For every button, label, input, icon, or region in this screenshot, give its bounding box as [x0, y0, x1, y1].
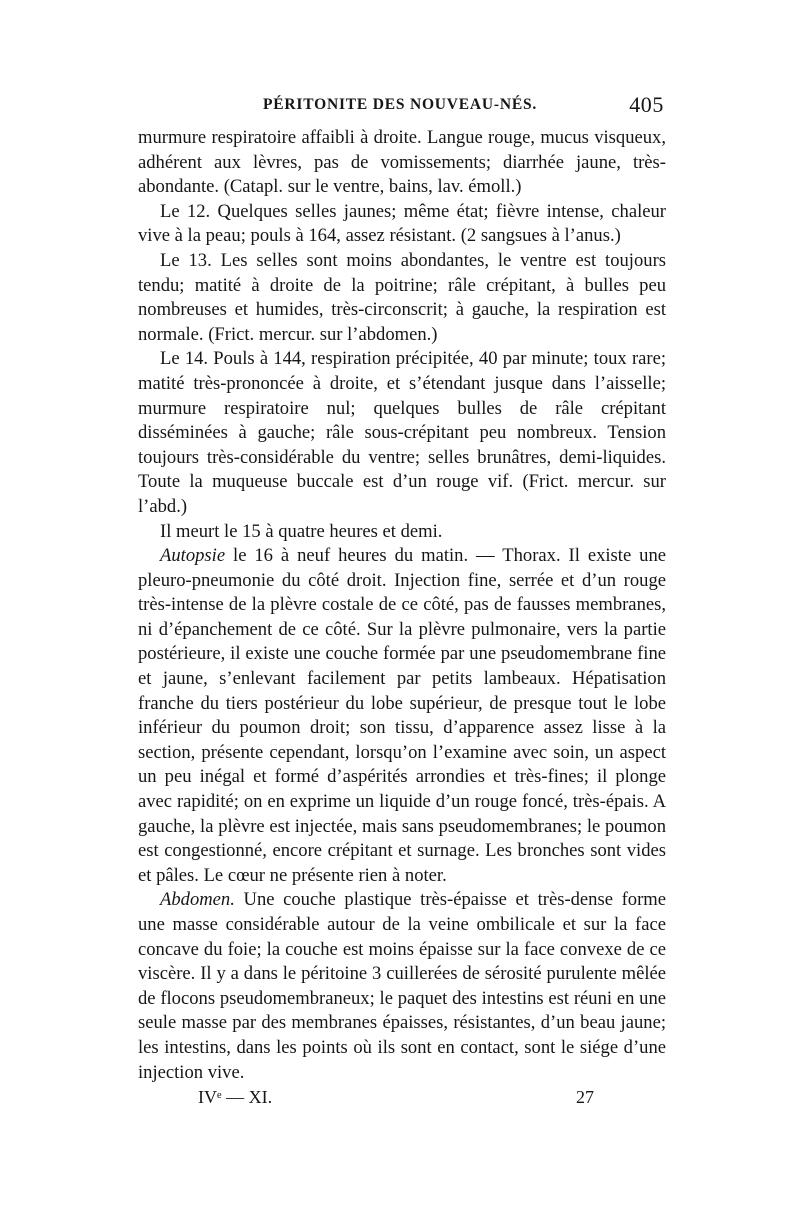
paragraph [138, 520, 666, 545]
book-page [138, 92, 666, 1115]
paragraph-text: Le 12. Quelques selles jaunes; même état; fièvre intense, chaleur vive à la peau; pouls à 164, assez résistant. (2 sangsues à l’anus.) [138, 200, 666, 247]
running-title: PÉRITONITE DES NOUVEAU-NÉS. [263, 96, 538, 113]
paragraph [138, 200, 666, 249]
paragraph [138, 347, 666, 519]
paragraph-text: le 16 à neuf heures du matin. — Thorax. Il existe une pleuro-pneumonie du côté droit. Injection fine, serrée et d’un rouge très-intense de la plèvre costale de ce côté, pas de fausses membranes, ni d’épanchement de ce côté. Sur la plèvre pulmonaire, vers la partie postérieure, il existe une couche formée par une pseudomembrane fine et jaune, s’enlevant facilement par petits lambeaux. Hépatisation franche du tiers postérieur du lobe supérieur, de presque tout le lobe inférieur du poumon droit; son tissu, d’apparence assez lisse à la section, présente cependant, lorsqu’on l’examine avec soin, un aspect un peu inégal et formé d’aspérités arrondies et très-fines; il plonge avec rapidité; on en exprime un liquide d’un rouge foncé, très-épais. A gauche, la plèvre est injectée, mais sans pseudomembranes; le poumon est congestionné, encore crépitant et surnage. Les bronches sont vides et pâles. Le cœur ne présente rien à noter. [138, 545, 666, 886]
sheet-number: 27 [576, 1087, 594, 1108]
paragraph-text: murmure respiratoire affaibli à droite. Langue rouge, mucus visqueux, adhérent aux lèvres, pas de vomissements; diarrhée jaune, très-abondante. (Catapl. sur le ventre, bains, lav. émoll.) [138, 127, 666, 198]
page-footer [138, 1087, 666, 1115]
paragraph-lead: Abdomen. [160, 889, 235, 911]
paragraph-text: Le 14. Pouls à 144, respiration précipitée, 40 par minute; toux rare; matité très-prononcée à droite, et s’étendant jusque dans l’aisselle; murmure respiratoire nul; quelques bulles de râle crépitant disséminées à gauche; râle sous-crépitant peu nombreux. Tension toujours très-considérable du ventre; selles brunâtres, demi-liquides. Toute la muqueuse buccale est d’un rouge vif. (Frict. mercur. sur l’abd.) [138, 348, 666, 517]
signature-mark: IVᵉ — XI. [198, 1087, 273, 1108]
running-header [138, 92, 666, 126]
body-text [138, 126, 666, 1085]
page-number: 405 [629, 92, 664, 117]
paragraph [138, 544, 666, 888]
paragraph-text: Le 13. Les selles sont moins abondantes, le ventre est toujours tendu; matité à droite de la poitrine; râle crépitant, à bulles peu nombreuses et humides, très-circonscrit; à gauche, la respiration est normale. (Frict. mercur. sur l’abdomen.) [138, 249, 666, 345]
paragraph [138, 249, 666, 347]
paragraph-text: Une couche plastique très-épaisse et très-dense forme une masse considérable autour de la veine ombilicale et sur la face concave du foie; la couche est moins épaisse sur la face convexe de ce viscère. Il y a dans le péritoine 3 cuillerées de sérosité purulente mêlée de flocons pseudomembraneux; le paquet des intestins est réuni en une seule masse par des membranes épaisses, résistantes, d’un beau jaune; les intestins, dans les points où ils sont en contact, sont le siége d’une injection vive. [138, 889, 666, 1083]
paragraph [138, 126, 666, 200]
paragraph-text: Il meurt le 15 à quatre heures et demi. [160, 520, 443, 542]
paragraph [138, 888, 666, 1085]
paragraph-lead: Autopsie [160, 545, 226, 567]
